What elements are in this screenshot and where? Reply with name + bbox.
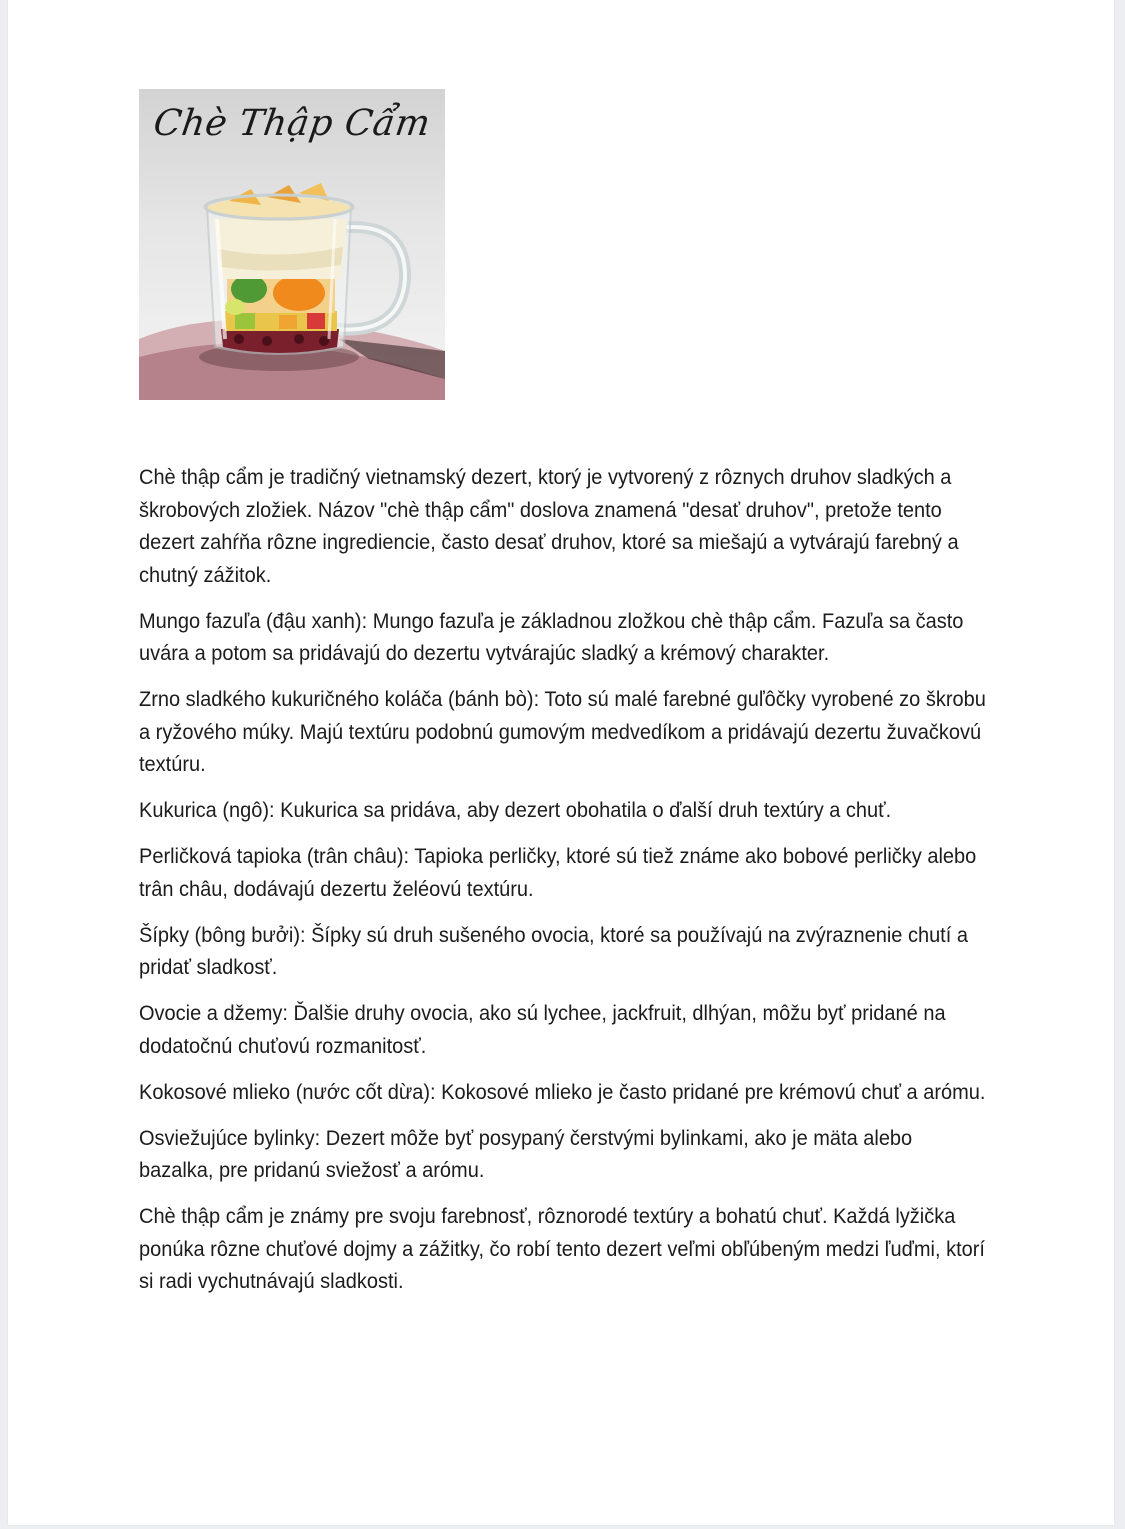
paragraph-coconut: Kokosové mlieko (nước cốt dừa): Kokosové mlieko je často pridané pre krémovú chuť a arómu. — [139, 1079, 986, 1104]
paragraph-fruit: Ovocie a džemy: Ďalšie druhy ovocia, ako sú lychee, jackfruit, dlhýan, môžu byť pridané na dodatočnú chuťovú rozmanitosť. — [139, 1001, 946, 1058]
photo-title: Chè Thập Cẩm — [150, 103, 434, 144]
paragraph-sipky: Šípky (bông bưởi): Šípky sú druh sušeného ovocia, ktoré sa používajú na zvýraznenie chutí a pridať sladkosť. — [139, 922, 968, 979]
paragraph-tapioca: Perličková tapioka (trân châu): Tapioka perličky, ktoré sú tiež známe ako bobové perličky alebo trân châu, dodávajú dezertu želéovú textúru. — [139, 844, 977, 901]
paragraph-intro: Chè thập cẩm je tradičný vietnamský dezert, ktorý je vytvorený z rôznych druhov sladkých a škrobových zložiek. Názov "chè thập cẩm" doslova znamená "desať druhov", pretože tento dezert zahŕňa rôzne ingrediencie, často desať druhov, ktoré sa miešajú a vytvárajú farebný a chutný zážitok. — [139, 465, 959, 587]
document-body — [139, 461, 986, 1311]
document-page — [8, 0, 1114, 1525]
paragraph-corn: Kukurica (ngô): Kukurica sa pridáva, aby dezert obohatila o ďalší druh textúry a chuť. — [139, 798, 892, 822]
paragraph-banh-bo: Zrno sladkého kukuričného koláča (bánh bò): Toto sú malé farebné guľôčky vyrobené zo škrobu a ryžového múky. Majú textúru podobnú gumovým medvedíkom a pridávajú dezertu žuvačkovú textúru. — [139, 687, 986, 776]
paragraph-mungo: Mungo fazuľa (đậu xanh): Mungo fazuľa je základnou zložkou chè thập cẩm. Fazuľa sa často uvára a potom sa pridávajú do dezertu vytvárajúc sladký a krémový charakter. — [139, 608, 964, 665]
paragraph-conclusion: Chè thập cẩm je známy pre svoju farebnosť, rôznorodé textúry a bohatú chuť. Každá lyžička ponúka rôzne chuťové dojmy a zážitky, čo robí tento dezert veľmi obľúbeným medzi ľuďmi, ktorí si radi vychutnávajú sladkosti. — [139, 1204, 985, 1293]
paragraph-herbs: Osviežujúce bylinky: Dezert môže byť posypaný čerstvými bylinkami, ako je mäta alebo bazalka, pre pridanú sviežosť a arómu. — [139, 1125, 913, 1182]
dessert-photo — [139, 89, 445, 400]
